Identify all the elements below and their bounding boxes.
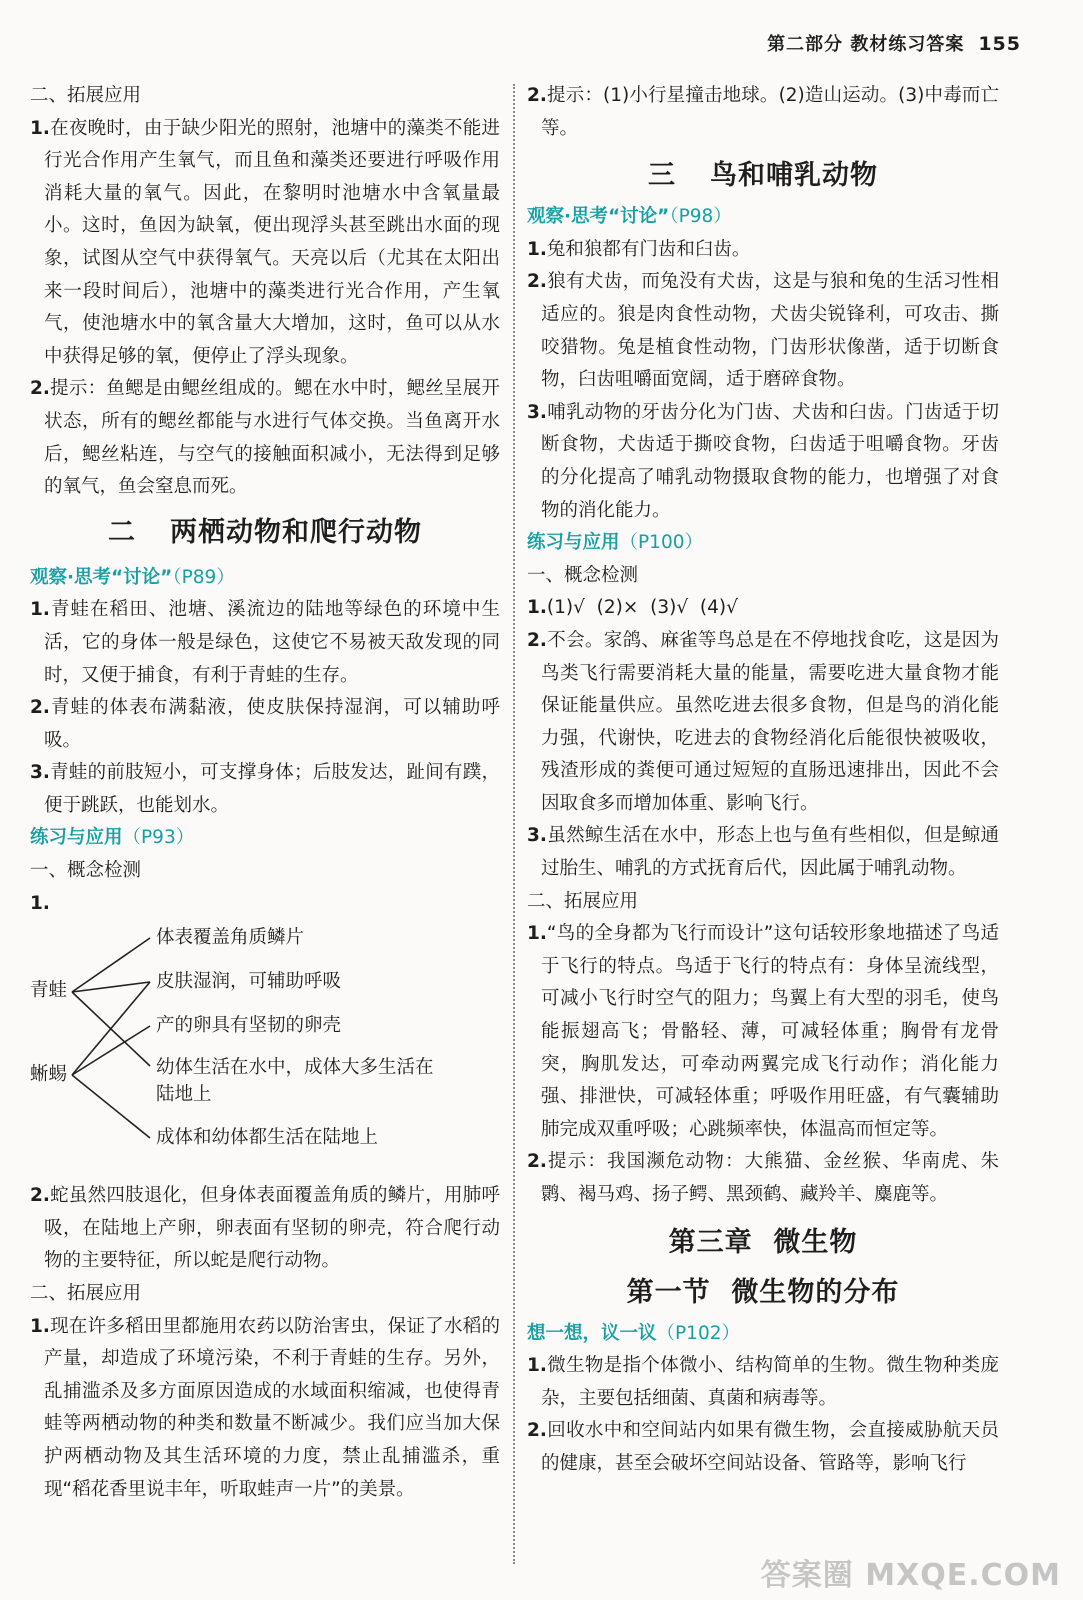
item-text: 青蛙的前肢短小，可支撑身体；后肢发达，趾间有蹼，便于跳跃，也能划水。 (44, 762, 500, 816)
chapter-title: 第三章 微生物 (668, 1226, 858, 1258)
watermark-logo: 答案圈 MXQE.COM (760, 1558, 1061, 1593)
practice-label: 练习与应用 (527, 532, 620, 554)
answer-item (527, 918, 999, 1146)
answer-list (527, 625, 999, 886)
answer-item (30, 373, 500, 503)
trait-label: 产的卵具有坚韧的卵壳 (156, 1015, 342, 1037)
practice-heading (30, 822, 500, 855)
item-number: 2. (527, 271, 547, 293)
item-text: 微生物是指个体微小、结构简单的生物。微生物种类庞杂，主要包括细菌、真菌和病毒等。 (541, 1355, 999, 1409)
think-label: 想一想，议一议 (527, 1322, 657, 1344)
section-title (527, 151, 999, 201)
concept-answers: 1.(1)√ (2)× (3)√ (4)√ (527, 597, 738, 619)
answer-list (527, 80, 999, 145)
item-text: 青蛙的体表布满黏液，使皮肤保持湿润，可以辅助呼吸。 (44, 697, 500, 751)
section-title-text: 两栖动物和爬行动物 (170, 516, 422, 548)
item-number: 1. (30, 599, 50, 621)
practice-page-ref: （P100） (619, 532, 703, 554)
left-column (30, 80, 500, 1506)
section-title-text: 鸟和哺乳动物 (710, 160, 878, 192)
trait-label: 体表覆盖角质鳞片 (156, 927, 305, 949)
page-header (767, 30, 1021, 56)
item-number: 2. (30, 378, 50, 400)
concept-heading: 一、概念检测 (527, 564, 639, 586)
item-number: 2. (527, 85, 547, 106)
answer-item (527, 397, 999, 527)
trait-label-continued: 陆地上 (156, 1084, 212, 1106)
think-page-ref: （P102） (656, 1322, 740, 1344)
section-number: 三 (648, 160, 676, 192)
item-number: 1. (30, 1315, 50, 1337)
item-number: 3. (527, 401, 547, 423)
item-number: 3. (30, 762, 50, 784)
answer-list (30, 113, 500, 504)
answer-item (527, 820, 999, 885)
observe-page-ref: （P89） (172, 566, 235, 588)
answer-item (527, 266, 999, 396)
trait-label: 成体和幼体都生活在陆地上 (156, 1127, 379, 1149)
answer-list (527, 234, 999, 527)
header-title: 第二部分 教材练习答案 (767, 34, 965, 55)
item-number: 1. (527, 238, 547, 260)
section-heading: 二、拓展应用 (30, 1283, 142, 1305)
trait-label: 幼体生活在水中，成体大多生活在 (156, 1057, 434, 1079)
observe-heading (527, 201, 999, 234)
answer-item (527, 80, 999, 145)
item-text: 提示：鱼鳃是由鳃丝组成的。鳃在水中时，鳃丝呈展开状态，所有的鳃丝都能与水进行气体交换。当鱼离开水后，鳃丝粘连，与空气的接触面积减小，无法得到足够的氧气，鱼会窒息而死。 (44, 378, 500, 498)
practice-heading (527, 527, 999, 560)
item-number: 2. (527, 1151, 547, 1173)
item-number: 3. (527, 825, 547, 847)
matching-diagram (30, 920, 500, 1180)
answer-item (30, 692, 500, 757)
item-text: 回收水中和空间站内如果有微生物，会直接威胁航天员的健康，甚至会破坏空间站设备、管路等，影响飞行 (541, 1420, 999, 1474)
observe-heading (30, 562, 500, 595)
section-number: 二 (108, 516, 136, 548)
item-text: 蛇虽然四肢退化，但身体表面覆盖角质的鳞片，用肺呼吸，在陆地上产卵，卵表面有坚韧的卵壳，符合爬行动物的主要特征，所以蛇是爬行动物。 (44, 1185, 500, 1272)
item-text: 哺乳动物的牙齿分化为门齿、犬齿和臼齿。门齿适于切断食物，犬齿适于撕咬食物，臼齿适于咀嚼食物。牙齿的分化提高了哺乳动物摄取食物的能力，也增强了对食物的消化能力。 (541, 401, 999, 521)
item-number: 2. (527, 1420, 547, 1442)
answer-item (527, 625, 999, 821)
item-text: 兔和狼都有门齿和臼齿。 (546, 238, 751, 260)
practice-label: 练习与应用 (30, 827, 123, 849)
item-text: 现在许多稻田里都施用农药以防治害虫，保证了水稻的产量，却造成了环境污染，不利于青蛙的生存。另外，乱捕滥杀及多方面原因造成的水域面积缩减，也使得青蛙等两栖动物的种类和数量不断减少。我们应当加大保护两栖动物及其生活环境的力度，禁止乱捕滥杀，重现“稻花香里说丰年，听取蛙声一片”的美景。 (44, 1315, 500, 1500)
trait-label: 皮肤湿润，可辅助呼吸 (156, 971, 342, 993)
answer-item (527, 1350, 999, 1415)
answer-list (30, 594, 500, 822)
item-number: 2. (527, 629, 547, 651)
answer-item (30, 757, 500, 822)
practice-page-ref: （P93） (122, 827, 195, 849)
answer-list (30, 1311, 500, 1507)
think-heading (527, 1318, 999, 1351)
answer-item (527, 1146, 999, 1211)
answer-item (30, 594, 500, 692)
item-text: 不会。家鸽、麻雀等鸟总是在不停地找食吃，这是因为鸟类飞行需要消耗大量的能量，需要吃进大量食物才能保证能量供应。虽然吃进去很多食物，但是鸟的消化能力强，代谢快，吃进去的食物经消化后能很快被吸收，残渣形成的粪便可通过短短的直肠迅速排出，因此不会因取食多而增加体重、影响飞行。 (541, 629, 999, 814)
section-title (30, 508, 500, 558)
observe-label: 观察·思考“讨论” (30, 566, 173, 588)
item-text: 青蛙在稻田、池塘、溪流边的陆地等绿色的环境中生活，它的身体一般是绿色，这使它不易被天敌发现的同时，又便于捕食，有利于青蛙的生存。 (44, 599, 500, 686)
subsection-title: 第一节 微生物的分布 (626, 1276, 900, 1308)
item-number: 1. (30, 117, 50, 139)
answer-item (30, 1311, 500, 1507)
concept-heading: 一、概念检测 (30, 860, 142, 882)
answer-list (527, 918, 999, 1211)
answer-list (30, 1180, 500, 1278)
item-text: “鸟的全身都为飞行而设计”这句话较形象地描述了鸟适于飞行的特点。鸟适于飞行的特点有：身体呈流线型，可减小飞行时空气的阻力；鸟翼上有大型的羽毛，使鸟能振翅高飞；骨骼轻、薄，可减轻体重；胸骨有龙骨突，胸肌发达，可牵动两翼完成飞行动作；消化能力强、排泄快，可减轻体重；呼吸作用旺盛，有气囊辅助肺完成双重呼吸；心跳频率快，体温高而恒定等。 (541, 923, 999, 1140)
item-number: 1. (527, 1355, 547, 1377)
answer-list (527, 1350, 999, 1480)
item-text: 提示：我国濒危动物：大熊猫、金丝猴、华南虎、朱鹮、褐马鸡、扬子鳄、黑颈鹤、藏羚羊、麋鹿等。 (541, 1151, 999, 1205)
item-text: 虽然鲸生活在水中，形态上也与鱼有些相似，但是鲸通过胎生、哺乳的方式抚育后代，因此属于哺乳动物。 (541, 825, 999, 880)
item-text: 狼有犬齿，而兔没有犬齿，这是与狼和兔的生活习性相适应的。狼是肉食性动物，犬齿尖锐锋利，可攻击、撕咬猎物。兔是植食性动物，门齿形状像凿，适于切断食物，臼齿咀嚼面宽阔，适于磨碎食物。 (541, 271, 999, 391)
question-number: 1. (30, 892, 50, 914)
section-heading: 二、拓展应用 (527, 890, 639, 912)
animal-label-lizard: 蜥蜴 (30, 1064, 68, 1086)
item-text: 在夜晚时，由于缺少阳光的照射，池塘中的藻类不能进行光合作用产生氧气，而且鱼和藻类还要进行呼吸作用消耗大量的氧气。因此，在黎明时池塘水中含氧量最小。这时，鱼因为缺氧，便出现浮头甚至跳出水面的现象，试图从空气中获得氧气。天亮以后（尤其在太阳出来一段时间后），池塘中的藻类进行光合作用，产生氧气，使池塘水中的氧含量大大增加，这时，鱼可以从水中获得足够的氧，便停止了浮头现象。 (44, 117, 500, 367)
section-heading: 二、拓展应用 (30, 85, 142, 106)
answer-item (30, 113, 500, 374)
observe-label: 观察·思考“讨论” (527, 206, 670, 228)
column-divider (513, 84, 515, 1564)
item-number: 1. (527, 923, 547, 945)
item-number: 2. (30, 697, 50, 719)
answer-item (30, 1180, 500, 1278)
observe-page-ref: （P98） (669, 206, 732, 228)
animal-label-frog: 青蛙 (30, 980, 68, 1002)
page-number: 155 (978, 33, 1021, 55)
item-text: 提示：(1)小行星撞击地球。(2)造山运动。(3)中毒而亡等。 (541, 85, 999, 139)
right-column (527, 80, 999, 1481)
answer-item (527, 234, 999, 267)
answer-item (527, 1415, 999, 1480)
item-number: 2. (30, 1185, 50, 1207)
